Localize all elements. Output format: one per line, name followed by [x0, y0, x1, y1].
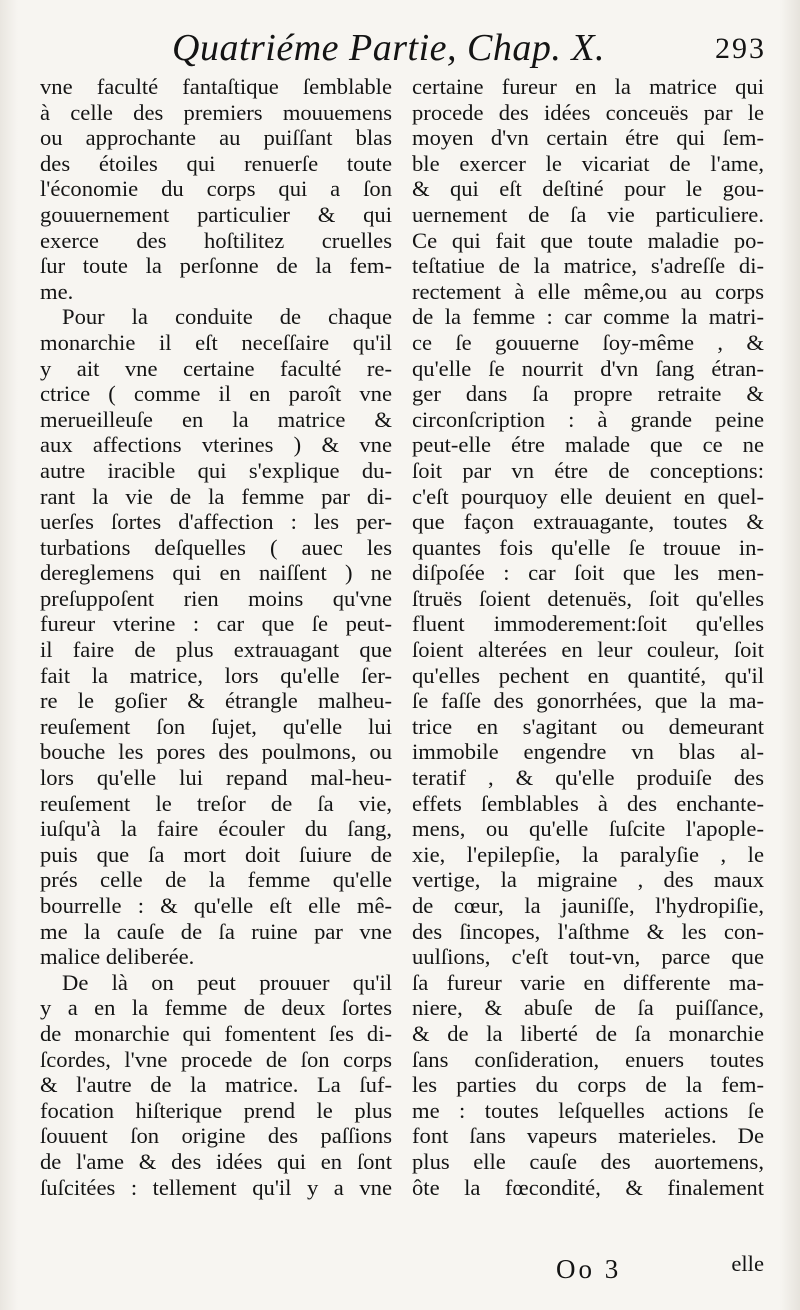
text-line: rectement à elle même,ou au corps	[412, 278, 764, 304]
text-line: gouuernement particulier & qui	[40, 201, 392, 227]
text-line: de cœur, la jauniſſe, l'hydropiſie,	[412, 893, 764, 918]
text-line: exerce des hoſtilitez cruelles	[40, 227, 392, 253]
text-line: ſcordes, l'vne procede de ſon corps	[40, 1046, 392, 1072]
text-line: qu'elle ſe nourrit d'vn ſang étran-	[412, 355, 764, 381]
text-line: merueilleuſe en la matrice &	[40, 406, 392, 432]
text-line: immobile engendre vn blas al-	[412, 739, 764, 765]
text-line: mens, ou qu'elle ſuſcite l'apople-	[412, 816, 764, 842]
text-line: fluent immoderement:ſoit qu'elles	[412, 611, 764, 637]
text-line: circonſcription : à grande peine	[412, 406, 764, 432]
text-line: dereglemens qui en naiſſent ) ne	[40, 560, 392, 586]
text-line: c'eſt pourquoy elle deuient en quel-	[412, 483, 764, 509]
text-line: ſe faſſe des gonorrhées, que la ma-	[412, 688, 764, 714]
text-line: ger dans ſa propre retraite &	[412, 381, 764, 407]
text-line: bouche les pores des poulmons, ou	[40, 739, 392, 765]
text-line: y a en la femme de deux ſortes	[40, 995, 392, 1021]
text-line: procede des idées conceuës par le	[412, 99, 764, 125]
text-line: quantes fois qu'elle ſe trouue in-	[412, 534, 764, 560]
text-line: il faire de plus extrauagant que	[40, 637, 392, 663]
text-line: autre iracible qui s'explique du-	[40, 457, 392, 483]
text-line: des étoiles qui renuerſe toute	[40, 150, 392, 176]
text-line: puis que ſa mort doit ſuiure de	[40, 841, 392, 867]
signature-mark: Oo 3	[556, 1254, 622, 1284]
text-line: turbations deſquelles ( auec les	[40, 534, 392, 560]
text-line: teratif , & qu'elle produiſe des	[412, 765, 764, 791]
text-line: ſans conſideration, enuers toutes	[412, 1046, 764, 1072]
text-line: plus elle cauſe des auortemens,	[412, 1148, 764, 1174]
text-line: de monarchie qui fomentent ſes di-	[40, 1020, 392, 1046]
page-number: 293	[715, 32, 766, 65]
text-line: l'économie du corps qui a ſon	[40, 176, 392, 202]
text-line: lors qu'elle lui repand mal-heu-	[40, 765, 392, 791]
text-line: peut-elle étre malade que ce ne	[412, 432, 764, 458]
text-line: prés celle de la femme qu'elle	[40, 867, 392, 893]
text-line: rant la vie de la femme par di-	[40, 483, 392, 509]
text-line: ſoit par vn étre de conceptions:	[412, 457, 764, 483]
text-line: diſpoſée : car ſoit que les men-	[412, 560, 764, 586]
text-line: y ait vne certaine faculté re-	[40, 355, 392, 381]
text-line: moyen d'vn certain étre qui ſem-	[412, 125, 764, 151]
right-text-column	[412, 74, 764, 1200]
text-line: xie, l'epilepſie, la paralyſie , le	[412, 841, 764, 867]
text-line: uerſes ſortes d'affection : les per-	[40, 509, 392, 535]
text-line: uernement de ſa vie particuliere.	[412, 201, 764, 227]
page-header	[0, 22, 800, 74]
text-line: les parties du corps de la fem-	[412, 1072, 764, 1098]
text-line: ou approchante au puiſſant blas	[40, 125, 392, 151]
text-line: vne faculté fantaſtique ſemblable	[40, 74, 392, 99]
text-line: De là on peut prouuer qu'il	[62, 969, 392, 995]
text-line: vertige, la migraine , des maux	[412, 867, 764, 893]
text-line: ctrice ( comme il en paroît vne	[40, 381, 392, 407]
text-line: iuſqu'à la faire écouler du ſang,	[40, 816, 392, 842]
text-line: me.	[40, 278, 74, 304]
text-line: ôte la fœcondité, & finalement	[412, 1174, 764, 1200]
text-line: ſoient alterées en leur couleur, ſoit	[412, 637, 764, 663]
text-line: de la femme : car comme la matri-	[412, 304, 764, 330]
text-line: niere, & abuſe de ſa puiſſance,	[412, 995, 764, 1021]
text-line: bourrelle : & qu'elle eſt elle mê-	[40, 893, 392, 918]
text-line: aux affections vterines ) & vne	[40, 432, 392, 458]
text-line: à celle des premiers mouuemens	[40, 99, 392, 125]
text-line: fureur vterine : car que ſe peut-	[40, 611, 392, 637]
text-line: me la cauſe de ſa ruine par vne	[40, 918, 392, 944]
text-line: reuſement ſon ſujet, qu'elle lui	[40, 713, 392, 739]
text-line: des ſincopes, l'aſthme & les con-	[412, 918, 764, 944]
text-line: & qui eſt deſtiné pour le gou-	[412, 176, 764, 202]
text-line: teſtatiue de la matrice, s'adreſſe di-	[412, 253, 764, 279]
text-line: ce ſe gouuerne ſoy-même , &	[412, 329, 764, 355]
text-line: preſuppoſent rien moins qu'vne	[40, 585, 392, 611]
text-line: & l'autre de la matrice. La ſuf-	[40, 1072, 392, 1098]
text-line: reuſement le treſor de ſa vie,	[40, 790, 392, 816]
text-line: focation hiſterique prend le plus	[40, 1097, 392, 1123]
text-line: ſur toute la perſonne de la fem-	[40, 253, 392, 279]
text-line: Ce qui fait que toute maladie po-	[412, 227, 764, 253]
text-line: ſouuent ſon origine des paſſions	[40, 1123, 392, 1149]
text-line: certaine fureur en la matrice qui	[412, 74, 764, 99]
text-line: fait la matrice, lors qu'elle ſer-	[40, 662, 392, 688]
text-line: ble exercer le vicariat de l'ame,	[412, 150, 764, 176]
text-line: qu'elles pechent en quantité, qu'il	[412, 662, 764, 688]
text-line: monarchie il eſt neceſſaire qu'il	[40, 329, 392, 355]
text-line: effets ſemblables à des enchante-	[412, 790, 764, 816]
catchword: elle	[731, 1251, 764, 1276]
text-line: trice en s'agitant ou demeurant	[412, 713, 764, 739]
text-line: re le goſier & étrangle malheu-	[40, 688, 392, 714]
text-line: me : toutes leſquelles actions ſe	[412, 1097, 764, 1123]
text-line: de l'ame & des idées qui en ſont	[40, 1148, 392, 1174]
text-line: ſa fureur varie en differente ma-	[412, 969, 764, 995]
text-line: que façon extrauagante, toutes &	[412, 509, 764, 535]
text-line: ſuſcitées : tellement qu'il y a vne	[40, 1174, 392, 1200]
text-line: uulſions, c'eſt tout-vn, parce que	[412, 944, 764, 970]
text-line: & de la liberté de ſa monarchie	[412, 1020, 764, 1046]
left-text-column	[40, 74, 392, 1200]
running-title: Quatriéme Partie, Chap. X.	[172, 27, 606, 69]
text-line: malice deliberée.	[40, 944, 195, 970]
text-line: ſtruës ſoient detenuës, ſoit qu'elles	[412, 585, 764, 611]
text-line: font ſans vapeurs materieles. De	[412, 1123, 764, 1149]
text-line: Pour la conduite de chaque	[62, 304, 392, 330]
